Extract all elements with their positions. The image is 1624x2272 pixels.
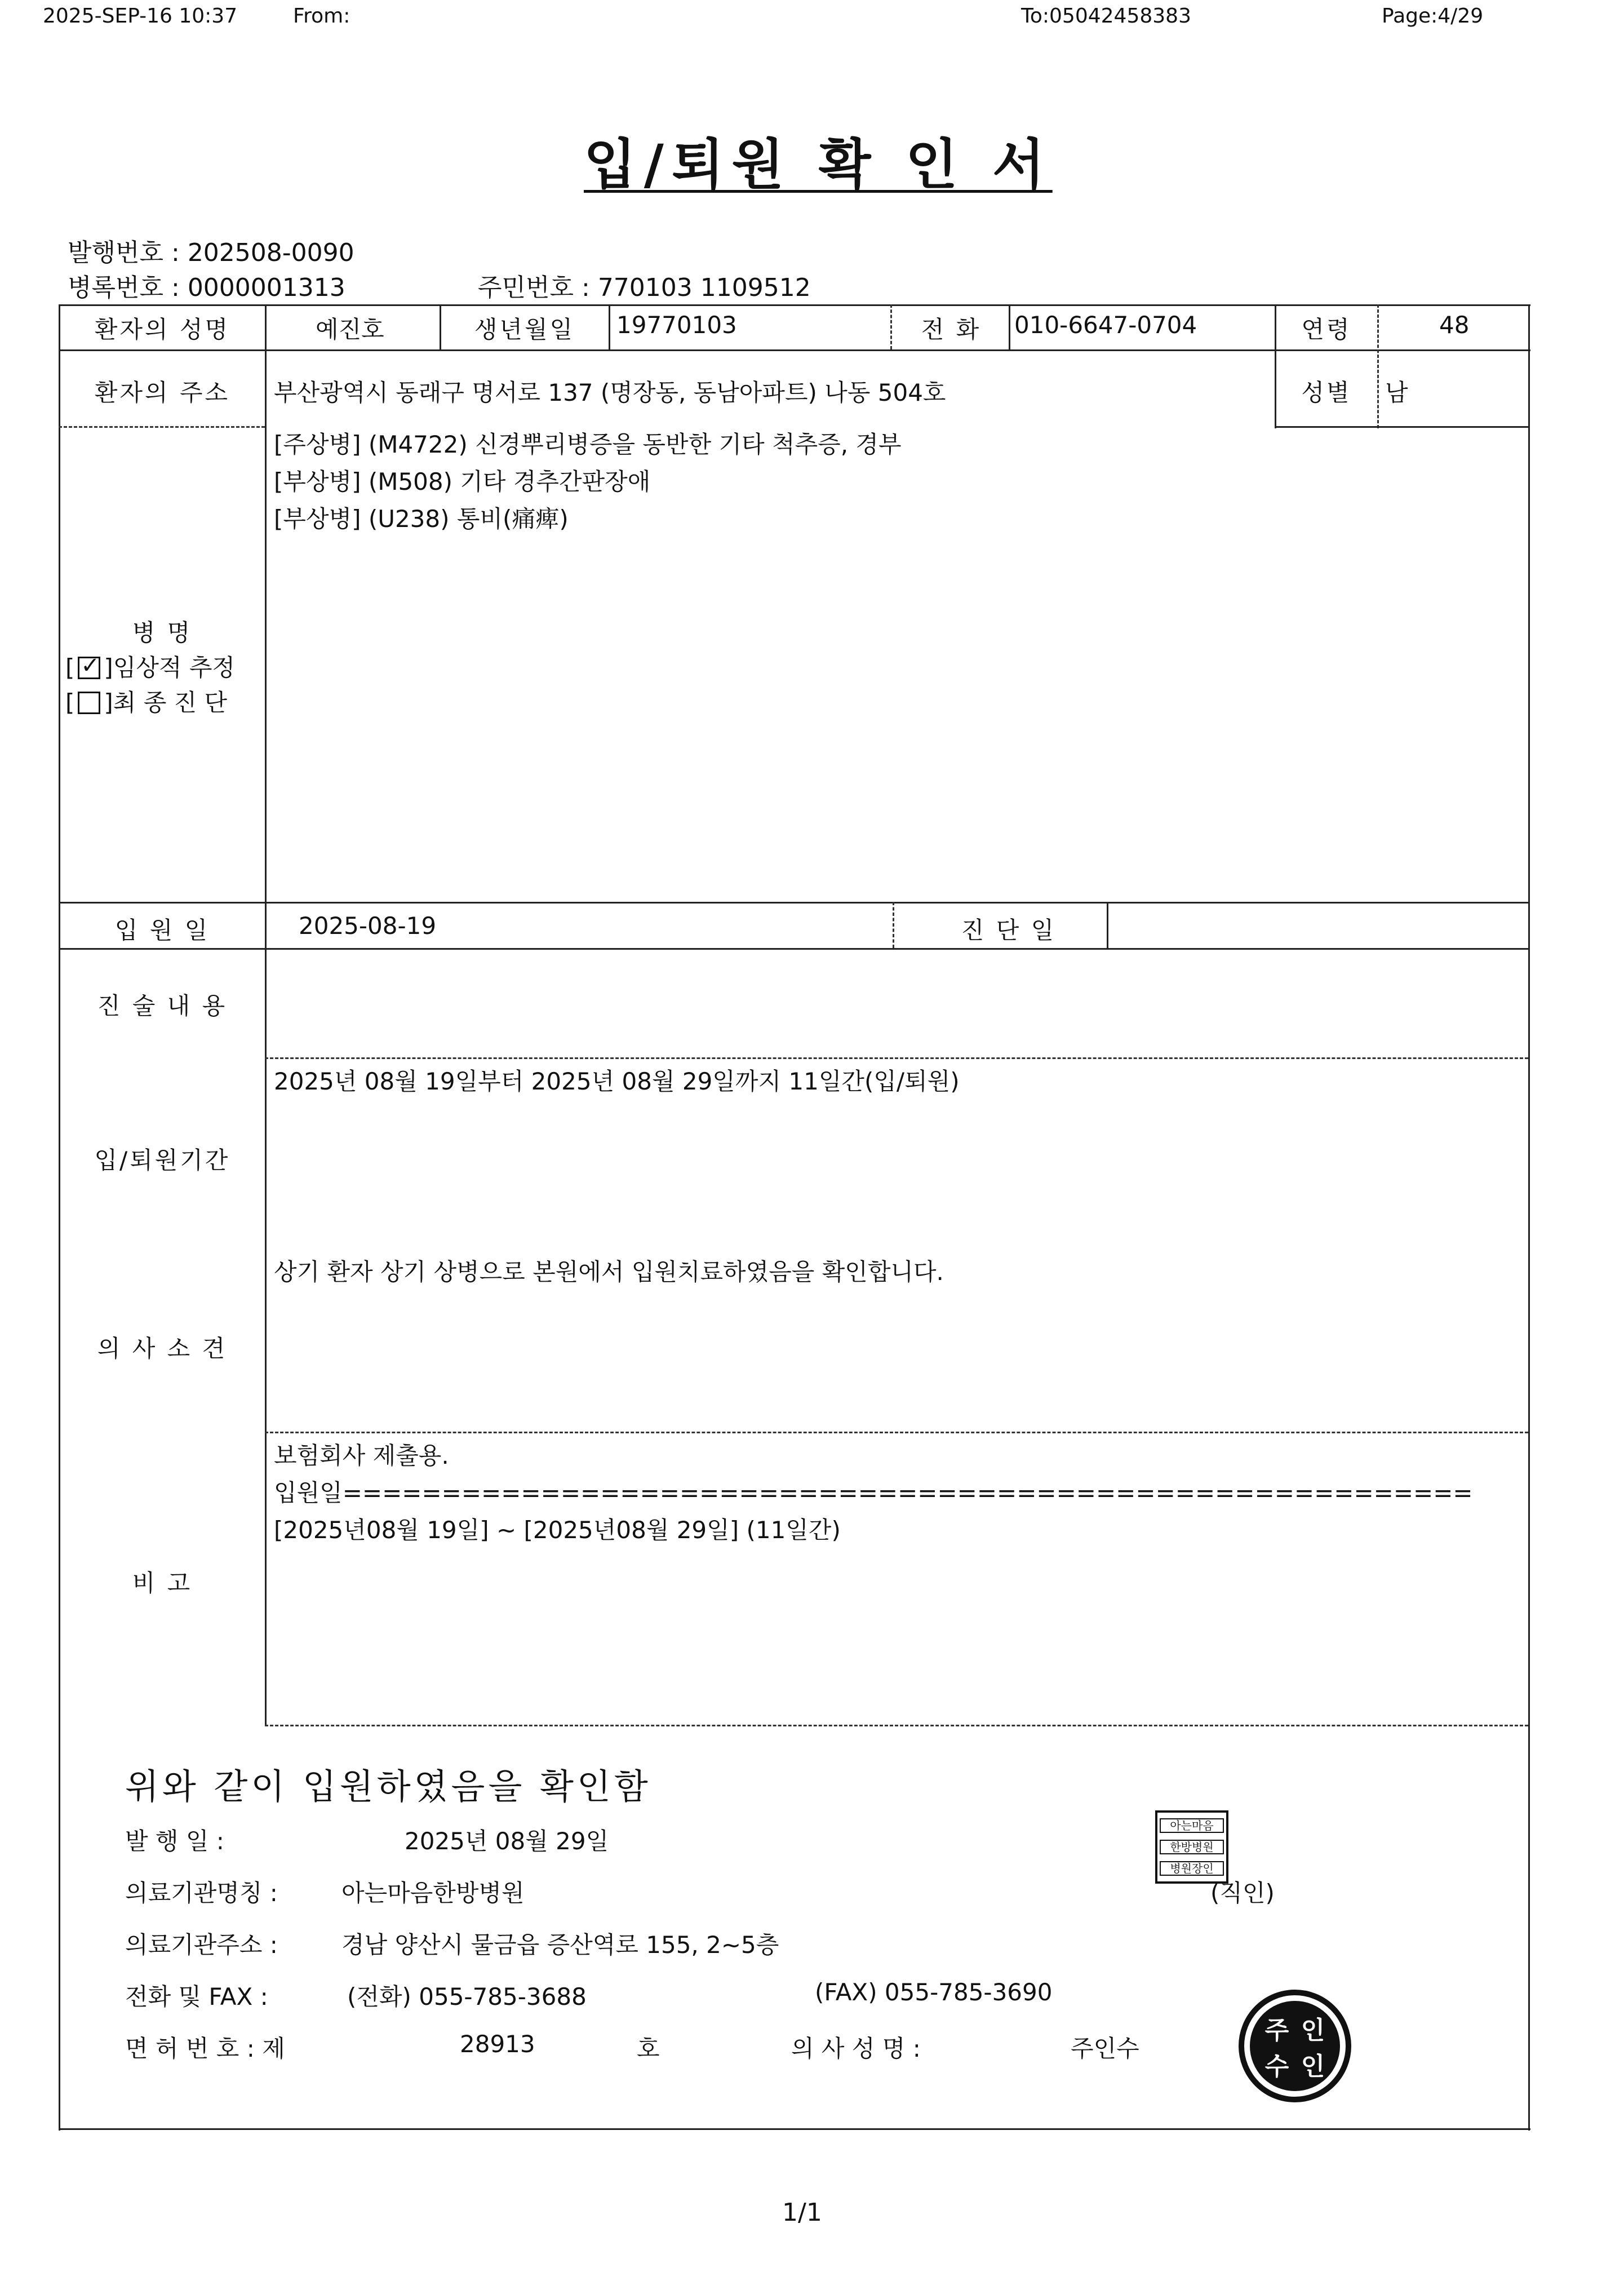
phone-fax-label: 전화 및 FAX : <box>125 1983 268 2010</box>
patient-name-label: 환자의 성명 <box>94 316 230 343</box>
diagnosis-clinical-option: [✓ ]임상적 추정 <box>65 649 235 683</box>
doctor-name: 주인수 <box>1071 2035 1139 2062</box>
institution-address: 경남 양산시 물금읍 증산역로 155, 2~5층 <box>341 1931 779 1959</box>
address-value: 부산광역시 동래구 명서로 137 (명장동, 동남아파트) 나동 504호 <box>274 379 946 406</box>
diagnosis-final-option: [ ]최 종 진 단 <box>65 689 228 716</box>
clinical-checkbox[interactable] <box>78 657 100 679</box>
license-number: 28913 <box>460 2030 535 2058</box>
dob-value: 19770103 <box>616 311 737 339</box>
diagnosis-label: 병 명 <box>132 619 193 646</box>
diagnosis-line: [부상병] (U238) 통비(痛痺) <box>274 505 569 533</box>
remarks-line: 보험회사 제출용. <box>274 1442 449 1469</box>
seal-label: (직인) <box>1210 1879 1275 1907</box>
phone-label: 전 화 <box>921 316 982 343</box>
institution-address-label: 의료기관주소 : <box>125 1931 278 1959</box>
address-label: 환자의 주소 <box>94 379 230 406</box>
statement-label: 진 술 내 용 <box>97 992 228 1020</box>
stamp-line: 아는마음 <box>1160 1818 1224 1833</box>
remarks-line: [2025년08월 19일] ~ [2025년08월 29일] (11일간) <box>274 1516 841 1544</box>
fax-from: From: <box>293 5 350 28</box>
seal-char: 주 <box>1264 2016 1289 2045</box>
admit-date: 2025-08-19 <box>299 912 437 940</box>
record-number: 병록번호 : 0000001313 <box>68 273 345 302</box>
dob-label: 생년월일 <box>474 316 575 343</box>
institution-name: 아는마음한방병원 <box>341 1879 525 1907</box>
opinion-text: 상기 환자 상기 상병으로 본원에서 입원치료하였음을 확인합니다. <box>274 1258 944 1286</box>
patient-name: 예진호 <box>316 316 384 343</box>
sex-value: 남 <box>1385 379 1408 406</box>
final-checkbox[interactable] <box>78 692 100 714</box>
institution-label: 의료기관명칭 : <box>125 1879 278 1907</box>
admit-date-label: 입 원 일 <box>114 916 210 944</box>
issue-date-label: 발 행 일 : <box>125 1827 224 1855</box>
diagnosis-line: [부상병] (M508) 기타 경추간판장애 <box>274 468 651 495</box>
remarks-line: 입원일========================================================= <box>274 1479 1473 1507</box>
issue-number: 발행번호 : 202508-0090 <box>68 238 354 267</box>
page-number: 1/1 <box>782 2198 822 2227</box>
issue-date: 2025년 08월 29일 <box>405 1827 609 1855</box>
stamp-line: 병원장인 <box>1160 1861 1224 1876</box>
diag-date-label: 진 단 일 <box>961 916 1057 944</box>
doctor-round-seal <box>1239 1990 1351 2102</box>
sex-label: 성별 <box>1301 379 1352 406</box>
resident-number: 주민번호 : 770103 1109512 <box>478 273 811 302</box>
license-label: 면 허 번 호 : 제 <box>125 2035 285 2062</box>
fax-datetime: 2025-SEP-16 10:37 <box>43 5 238 28</box>
fax-page: Page:4/29 <box>1382 5 1484 28</box>
institution-fax: (FAX) 055-785-3690 <box>815 1978 1053 2006</box>
stamp-line: 한방병원 <box>1160 1840 1224 1854</box>
institution-phone: (전화) 055-785-3688 <box>347 1983 587 2010</box>
remarks-label: 비 고 <box>132 1569 193 1597</box>
age-label: 연령 <box>1301 316 1352 343</box>
period-label: 입/퇴원기간 <box>94 1146 230 1174</box>
final-option-label: ]최 종 진 단 <box>104 689 228 716</box>
phone-value: 010-6647-0704 <box>1014 311 1197 339</box>
seal-char: 인 <box>1301 2052 1325 2081</box>
doctor-name-label: 의 사 성 명 : <box>791 2035 921 2062</box>
remarks-text <box>274 1437 1473 1549</box>
seal-char: 인 <box>1301 2016 1325 2045</box>
seal-char: 수 <box>1264 2052 1289 2081</box>
diagnosis-line: [주상병] (M4722) 신경뿌리병증을 동반한 기타 척추증, 경부 <box>274 431 902 458</box>
diagnosis-list <box>274 426 902 538</box>
age-value: 48 <box>1439 311 1470 339</box>
license-suffix: 호 <box>637 2035 660 2062</box>
document-title: 입/퇴원 확 인 서 <box>584 133 1053 196</box>
period-text: 2025년 08월 19일부터 2025년 08월 29일까지 11일간(입/퇴원) <box>274 1068 960 1095</box>
confirm-statement: 위와 같이 입원하였음을 확인함 <box>125 1766 651 1807</box>
clinical-option-label: ]임상적 추정 <box>104 654 235 681</box>
hospital-seal-stamp <box>1155 1810 1228 1884</box>
fax-to: To:05042458383 <box>1021 5 1191 28</box>
opinion-label: 의 사 소 견 <box>97 1335 228 1362</box>
